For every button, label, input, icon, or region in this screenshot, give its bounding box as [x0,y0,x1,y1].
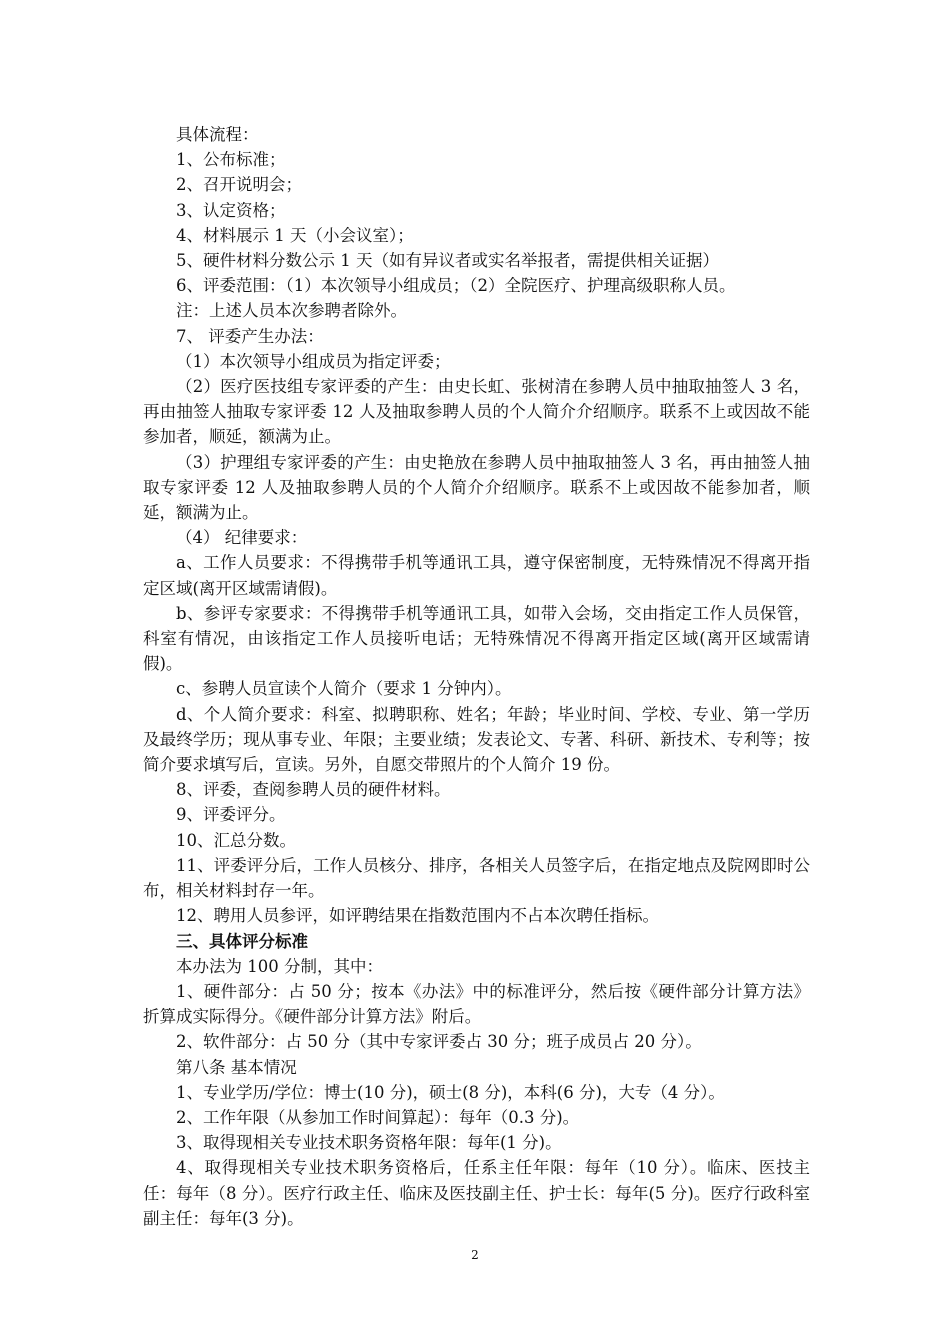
paragraph: 1、公布标准； [176,150,286,170]
page-number: 2 [471,1248,479,1262]
paragraph: 第八条 基本情况 [176,1057,297,1077]
section-heading: 三、具体评分标准 [176,931,308,951]
paragraph: 6、评委范围：（1）本次领导小组成员；（2）全院医疗、护理高级职称人员。 [176,276,736,296]
paragraph: 8、评委，查阅参聘人员的硬件材料。 [176,780,451,800]
paragraph: （3）护理组专家评委的产生：由史艳放在参聘人员中抽取抽签人 3 名，再由抽签人抽取专家评委 12 人及抽取参聘人员的个人简介介绍顺序。联系不上或因故不能参加者，顺延，额满为止。 [143,452,810,523]
paragraph: 4、材料展示 1 天（小会议室）； [176,225,414,245]
paragraph: （4） 纪律要求： [176,528,308,548]
paragraph: （1）本次领导小组成员为指定评委； [176,351,451,371]
paragraph: 3、认定资格； [176,200,286,220]
paragraph: （2）医疗医技组专家评委的产生：由史长虹、张树清在参聘人员中抽取抽签人 3 名，再由抽签人抽取专家评委 12 人及抽取参聘人员的个人简介介绍顺序。联系不上或因故不能参加者，顺延，额满为止。 [143,377,810,447]
paragraph: 11、评委评分后，工作人员核分、排序，各相关人员签字后，在指定地点及院网即时公布，相关材料封存一年。 [143,855,810,901]
paragraph: 12、聘用人员参评，如评聘结果在指数范围内不占本次聘任指标。 [176,906,659,926]
paragraph: 10、汇总分数。 [176,830,296,850]
paragraph: d、个人简介要求：科室、拟聘职称、姓名；年龄；毕业时间、学校、专业、第一学历及最终学历；现从事专业、年限；主要业绩；发表论文、专著、科研、新技术、专利等；按简介要求填写后，宣读。另外，自愿交带照片的个人简介 19 份。 [143,704,810,775]
paragraph: 注：上述人员本次参聘者除外。 [176,301,407,321]
paragraph: 1、专业学历/学位：博士(10 分)，硕士(8 分)，本科(6 分)，大专（4 分）。 [176,1082,725,1102]
paragraph: b、参评专家要求：不得携带手机等通讯工具，如带入会场，交由指定工作人员保管，科室有情况，由该指定工作人员接听电话；无特殊情况不得离开指定区域(离开区域需请假)。 [143,603,810,674]
paragraph: 2、召开说明会； [176,175,302,195]
paragraph: 具体流程： [176,125,259,144]
paragraph: 4、取得现相关专业技术职务资格后，任系主任年限：每年（10 分）。临床、医技主任：每年（8 分）。医疗行政主任、临床及医技副主任、护士长：每年(5 分)。医疗行政科室副主任：每年(3 分)。 [143,1158,810,1228]
paragraph: a、工作人员要求：不得携带手机等通讯工具，遵守保密制度，无特殊情况不得离开指定区域(离开区域需请假)。 [143,553,810,598]
paragraph: 2、软件部分：占 50 分（其中专家评委占 30 分；班子成员占 20 分）。 [176,1032,702,1052]
paragraph: 2、工作年限（从参加工作时间算起）：每年（0.3 分)。 [176,1107,580,1127]
paragraph: 7、 评委产生办法： [176,326,324,346]
paragraph: 9、评委评分。 [176,805,286,825]
paragraph: 1、硬件部分：占 50 分；按本《办法》中的标准评分，然后按《硬件部分计算方法》折算成实际得分。《硬件部分计算方法》附后。 [143,981,810,1027]
paragraph: c、参聘人员宣读个人简介（要求 1 分钟内）。 [176,679,512,699]
paragraph: 5、硬件材料分数公示 1 天（如有异议者或实名举报者，需提供相关证据） [176,251,719,271]
document-body [143,122,810,1231]
paragraph: 本办法为 100 分制，其中： [176,956,383,976]
paragraph: 3、取得现相关专业技术职务资格年限：每年(1 分)。 [176,1133,562,1153]
